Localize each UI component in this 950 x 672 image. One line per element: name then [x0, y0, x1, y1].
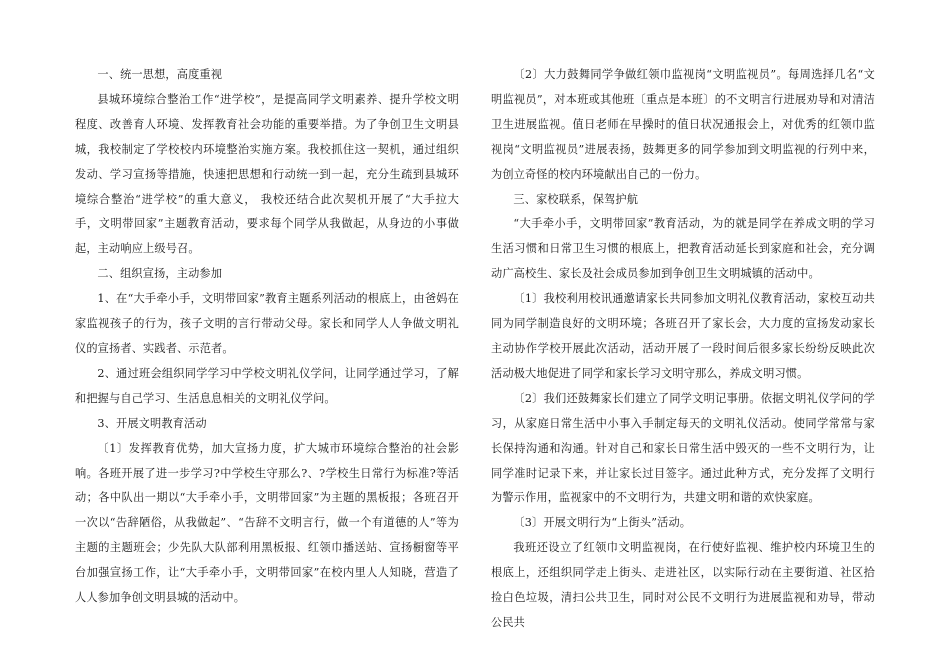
- section-heading-1: 一、统一思想，高度重视: [97, 68, 223, 81]
- paragraph: 〔2〕我们还鼓舞家长们建立了同学文明记事册。依据文明礼仪学问的学习，从家庭日常生活中小事入手制定每天的文明礼仪活动。使同学常常与家长保持沟通和沟通。针对自己和家长日常生活中毁灭的一些不文明行为，让同学准时记录下来，并让家长过目签字。通过此种方式，充分发挥了文明行为警示作用，监视家中的不文明行为，共建文明和谐的欢快家庭。: [491, 391, 875, 505]
- paragraph: 1、在“大手牵小手，文明带回家”教育主题系列活动的根底上，由爸妈在家监视孩子的行为，孩子文明的言行带动父母。家长和同学人人争做文明礼仪的宣扬者、实践者、示范者。: [75, 292, 459, 355]
- paragraph: 〔2〕大力鼓舞同学争做红领巾监视岗“文明监视员”。每周选择几名“文明监视员”，对本班或其他班〔重点是本班〕的不文明言行进展劝导和对清洁卫生进展监视。值日老师在早操时的值日状况通报会上，对优秀的红领巾监视岗“文明监视员”进展表扬，鼓舞更多的同学参加到文明监视的行列中来，为创立奇怪的校内环境献出自己的一份力。: [491, 68, 875, 181]
- paragraph: 〔1〕发挥教育优势，加大宣扬力度，扩大城市环境综合整治的社会影响。各班开展了进一步学习?中学校生守那么?、?学校生日常行为标准?等活动；各中队出一期以“大手牵小手，文明带回家”为主题的黑板报；各班召开一次以“告辞陋俗，从我做起”、“告辞不文明言行，做一个有道德的人”等为主题的主题班会；少先队大队部利用黑板报、红领巾播送站、宣扬橱窗等平台加强宣扬工作，让“大手牵小手，文明带回家”在校内里人人知晓，营造了人人参加争创文明县城的活动中。: [75, 441, 459, 605]
- paragraph: 我班还设立了红领巾文明监视岗，在行使好监视、维护校内环境卫生的根底上，还组织同学走上街头、走进社区，以实际行动在主要街道、社区拾捡白色垃圾，清扫公共卫生，同时对公民不文明行为进展监视和劝导，带动公民共: [491, 541, 875, 629]
- paragraph: 县城环境综合整治工作“进学校”，是提高同学文明素养、提升学校文明程度、改善育人环境、发挥教育社会功能的重要举措。为了争创卫生文明县城，我校制定了学校校内环境整治实施方案。我校抓住这一契机，通过组织发动、学习宣扬等措施，快速把思想和行动统一到一起，充分生疏到县城环境综合整治“进学校”的重大意义， 我校还结合此次契机开展了“大手拉大手，文明带回家”主题教育活动，要求每个同学从我做起，从身边的小事做起，主动响应上级号召。: [75, 92, 459, 256]
- section-heading-3: 三、家校联系，保驾护航: [513, 192, 639, 206]
- paragraph: 〔1〕我校利用校讯通邀请家长共同参加文明礼仪教育活动，家校互动共同为同学制造良好的文明环境；各班召开了家长会，大力度的宣扬发动家长主动协作学校开展此次活动，活动开展了一段时间后很多家长纷纷反映此次活动极大地促进了同学和家长学习文明守那么，养成文明习惯。: [491, 292, 875, 380]
- right-column: [491, 63, 875, 636]
- section-heading-2: 二、组织宣扬，主动参加: [97, 267, 223, 281]
- paragraph: 2、通过班会组织同学学习中学校文明礼仪学问，让同学通过学习，了解和把握与自己学习、生活息息相关的文明礼仪学问。: [75, 366, 459, 405]
- subsection-heading: 3、开展文明教育活动: [97, 416, 207, 430]
- paragraph: “大手牵小手，文明带回家”教育活动，为的就是同学在养成文明的学习生活习惯和日常卫生习惯的根底上，把教育活动延长到家庭和社会，充分调动广高校生、家长及社会成员参加到争创卫生文明城镇的活动中。: [491, 217, 875, 281]
- subsection-heading: 〔3〕开展文明行为“上街头”活动。: [513, 516, 692, 530]
- left-column: [75, 63, 459, 611]
